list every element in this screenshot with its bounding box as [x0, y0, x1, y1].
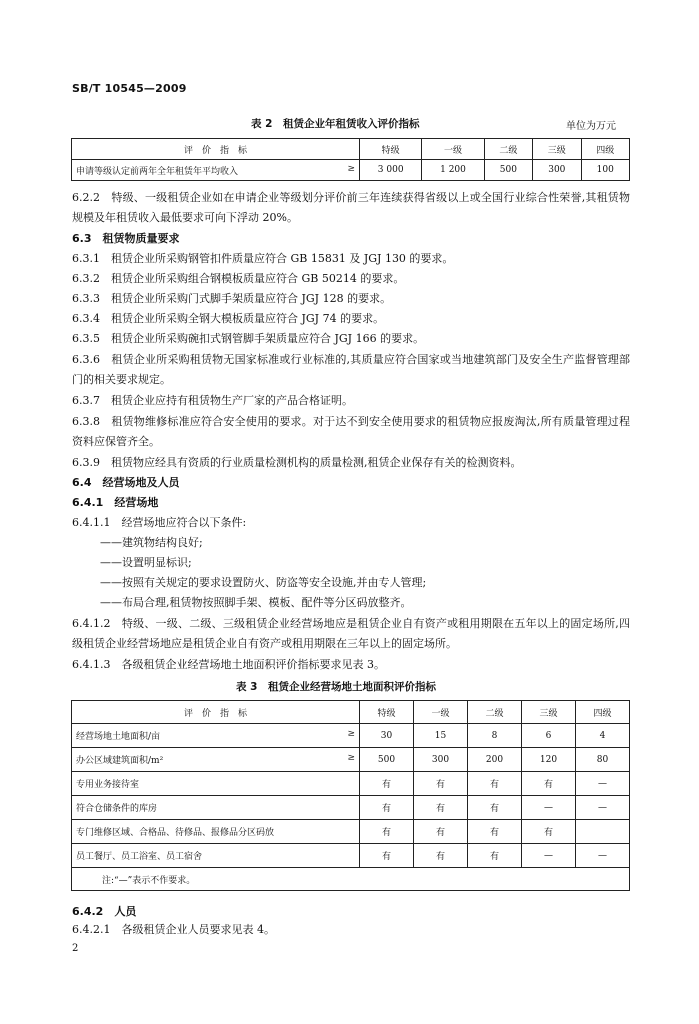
table3-cell: 有: [414, 772, 468, 796]
table2-row: [72, 160, 630, 181]
table3-cell: —: [576, 844, 630, 868]
table3-row: [72, 820, 630, 844]
table2-cell: 500: [484, 160, 532, 181]
heading-6-4-2: 6.4.2 人员: [72, 905, 137, 918]
table3-cell: —: [576, 796, 630, 820]
table3-header-grade: 二级: [468, 701, 522, 724]
clause-6-4-1-1: 6.4.1.1 经营场地应符合以下条件:: [72, 516, 247, 529]
clause-6-3-1: 6.3.1 租赁企业所采购钢管扣件质量应符合 GB 15831 及 JGJ 130 的要求。: [72, 252, 454, 265]
table3-cell: 6: [522, 724, 576, 748]
clause-6-3-3: 6.3.3 租赁企业所采购门式脚手架质量应符合 JGJ 128 的要求。: [72, 292, 392, 305]
table3-cell: 有: [468, 796, 522, 820]
table3-cell: —: [522, 796, 576, 820]
clause-6-3-6: 6.3.6 租赁企业所采购租赁物无国家标准或行业标准的,其质量应符合国家或当地建筑部门及安全生产监督管理部门的相关要求规定。: [72, 353, 630, 386]
table3-cell: 有: [414, 796, 468, 820]
table2-header-grade: 一级: [422, 139, 484, 160]
table3-cell: 有: [522, 820, 576, 844]
page-number: 2: [72, 943, 79, 954]
table3: [71, 700, 630, 891]
table2-unit: 单位为万元: [566, 121, 616, 132]
clause-6-3-8: 6.3.8 租赁物维修标准应符合安全使用的要求。对于达不到安全使用要求的租赁物应报废淘汰,所有质量管理过程资料应保管齐全。: [72, 415, 630, 448]
clause-6-3-2: 6.3.2 租赁企业所采购组合钢模板质量应符合 GB 50214 的要求。: [72, 272, 405, 285]
table3-cell: 有: [414, 820, 468, 844]
table3-header-grade: 四级: [576, 701, 630, 724]
table3-header-indicator: 评 价 指 标: [72, 701, 360, 724]
table3-header-grade: 三级: [522, 701, 576, 724]
clause-6-3-9: 6.3.9 租赁物应经具有资质的行业质量检测机构的质量检测,租赁企业保存有关的检测资料。: [72, 456, 522, 469]
table3-cell: 有: [360, 844, 414, 868]
table3-cell: 500: [360, 748, 414, 772]
table3-cell: 有: [468, 844, 522, 868]
table3-cell: 80: [576, 748, 630, 772]
table2-cell: 3 000: [360, 160, 422, 181]
table3-cell: 有: [468, 772, 522, 796]
clause-6-3-5: 6.3.5 租赁企业所采购碗扣式钢管脚手架质量应符合 JGJ 166 的要求。: [72, 332, 425, 345]
table3-row-label: 办公区域建筑面积/m² ≥: [72, 748, 360, 772]
heading-6-3: 6.3 租赁物质量要求: [72, 232, 180, 245]
table3-cell: —: [576, 772, 630, 796]
table3-row: [72, 844, 630, 868]
table3-cell: 有: [360, 796, 414, 820]
clause-6-4-1-2: 6.4.1.2 特级、一级、二级、三级租赁企业经营场地应是租赁企业自有资产或租用期限在五年以上的固定场所,四级租赁企业经营场地应是租赁企业自有资产或租用期限在三年以上的固定场所。: [72, 617, 630, 650]
table3-cell: 有: [360, 772, 414, 796]
table3-row-label: 员工餐厅、员工浴室、员工宿舍: [72, 844, 360, 868]
table2-cell: 300: [533, 160, 581, 181]
clause-6-4-1-3: 6.4.1.3 各级租赁企业经营场地土地面积评价指标要求见表 3。: [72, 658, 385, 671]
table2-row-label: 申请等级认定前两年全年租赁年平均收入 ≥: [72, 160, 360, 181]
table3-cell: 300: [414, 748, 468, 772]
clause-6-2-2: 6.2.2 特级、一级租赁企业如在申请企业等级划分评价前三年连续获得省级以上或全国行业综合性荣誉,其租赁物规模及年租赁收入最低要求可向下浮动 20%。: [72, 191, 630, 224]
table3-header-row: [72, 701, 630, 724]
table3-cell: 200: [468, 748, 522, 772]
heading-6-4-1: 6.4.1 经营场地: [72, 496, 159, 509]
condition-item: ——设置明显标识;: [100, 556, 192, 569]
table3-row-label: 专门维修区域、合格品、待修品、报修品分区码放: [72, 820, 360, 844]
table3-row: [72, 724, 630, 748]
table3-note: 注:“—”表示不作要求。: [72, 868, 630, 891]
table2-cell: 1 200: [422, 160, 484, 181]
table2-header-grade: 二级: [484, 139, 532, 160]
table3-cell: —: [522, 844, 576, 868]
table3-row-label: 符合仓储条件的库房: [72, 796, 360, 820]
table3-header-grade: 一级: [414, 701, 468, 724]
clause-6-3-7: 6.3.7 租赁企业应持有租赁物生产厂家的产品合格证明。: [72, 394, 353, 407]
table2-cell: 100: [581, 160, 629, 181]
condition-item: ——建筑物结构良好;: [100, 536, 203, 549]
table3-caption: 表 3 租赁企业经营场地土地面积评价指标: [236, 681, 436, 693]
table2-header-indicator: 评 价 指 标: [72, 139, 360, 160]
table3-header-grade: 特级: [360, 701, 414, 724]
condition-item: ——按照有关规定的要求设置防火、防盗等安全设施,并由专人管理;: [100, 576, 427, 589]
table2-header-grade: 四级: [581, 139, 629, 160]
table3-row-label: 专用业务接待室: [72, 772, 360, 796]
table2-header-grade: 特级: [360, 139, 422, 160]
table2-header-grade: 三级: [533, 139, 581, 160]
clause-6-4-2-1: 6.4.2.1 各级租赁企业人员要求见表 4。: [72, 923, 275, 936]
heading-6-4: 6.4 经营场地及人员: [72, 476, 180, 489]
table2: [71, 138, 630, 181]
table3-cell: [576, 820, 630, 844]
table3-row: [72, 796, 630, 820]
table3-row-label: 经营场地土地面积/亩 ≥: [72, 724, 360, 748]
table3-cell: 4: [576, 724, 630, 748]
condition-item: ——布局合理,租赁物按照脚手架、模板、配件等分区码放整齐。: [100, 596, 412, 609]
clause-6-3-4: 6.3.4 租赁企业所采购全钢大模板质量应符合 JGJ 74 的要求。: [72, 312, 385, 325]
table3-cell: 有: [468, 820, 522, 844]
table3-row: [72, 748, 630, 772]
table3-note-row: [72, 868, 630, 891]
table3-cell: 15: [414, 724, 468, 748]
standard-code: SB/T 10545—2009: [72, 82, 187, 95]
table3-row: [72, 772, 630, 796]
table3-cell: 8: [468, 724, 522, 748]
table3-cell: 30: [360, 724, 414, 748]
table3-cell: 有: [414, 844, 468, 868]
table3-cell: 120: [522, 748, 576, 772]
table2-header-row: [72, 139, 630, 160]
table2-caption: 表 2 租赁企业年租赁收入评价指标: [251, 118, 420, 130]
table3-cell: 有: [360, 820, 414, 844]
table3-cell: 有: [522, 772, 576, 796]
